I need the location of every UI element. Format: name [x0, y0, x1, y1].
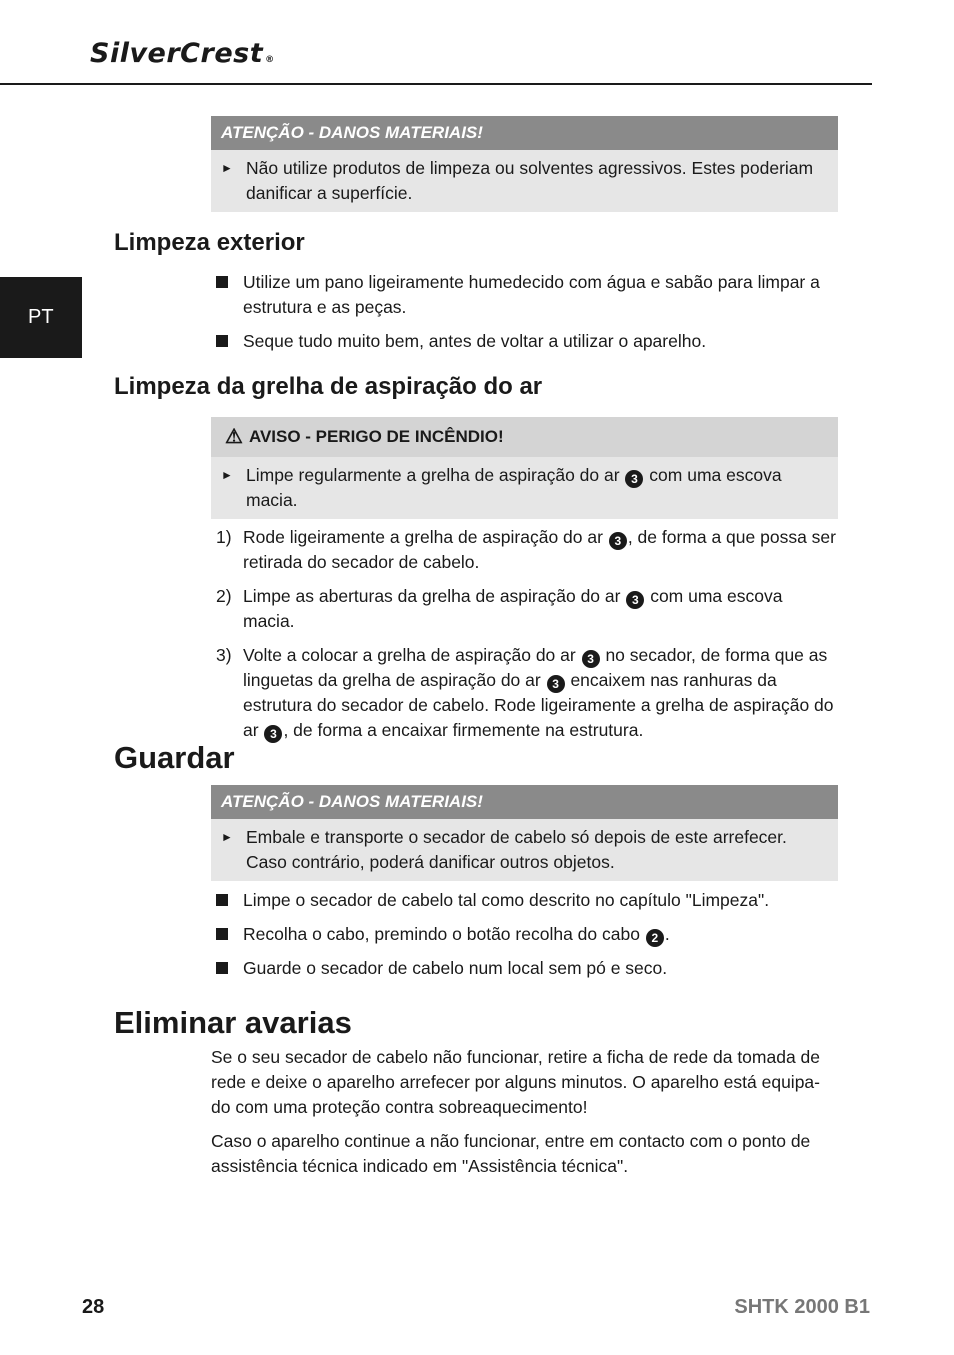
bullet-square-icon: [216, 335, 228, 347]
ref-badge: 3: [626, 591, 644, 609]
section-title-guardar: Guardar: [114, 740, 235, 775]
arrow-icon: ►: [221, 161, 233, 175]
step-text: Rode ligeiramente a grelha de aspiração do ar 3 , de forma a que possa ser retirada do secador de cabelo.: [243, 527, 836, 572]
paragraph: Se o seu secador de cabelo não funcionar, retire a ficha de rede da tomada de rede e deixe o aparelho arrefecer por alguns minutos. O aparelho está equipa-do com uma proteção contra sobreaquecimento!: [211, 1047, 821, 1117]
exterior-list: [216, 270, 838, 363]
warning-title-text: AVISO - PERIGO DE INCÊNDIO!: [248, 427, 504, 446]
arrow-icon: ►: [221, 468, 233, 482]
step-number: 3): [216, 645, 232, 665]
notice-title: ATENÇÃO - DANOS MATERIAIS!: [211, 116, 838, 150]
ref-badge: 2: [646, 929, 664, 947]
list-item: [216, 956, 838, 981]
brand-name: SilverCrest: [90, 38, 264, 69]
step-item: [216, 525, 838, 575]
section-title-exterior: Limpeza exterior: [114, 229, 305, 256]
step-number: 2): [216, 586, 232, 606]
avarias-text: [211, 1045, 838, 1188]
warning-triangle-icon: ⚠: [225, 426, 243, 448]
arrow-icon: ►: [221, 830, 233, 844]
notice-material-damage-2: [211, 785, 838, 881]
step-number: 1): [216, 527, 232, 547]
notice-body: [211, 150, 838, 212]
bullet-square-icon: [216, 962, 228, 974]
ref-badge: 3: [582, 650, 600, 668]
section-title-grelha: Limpeza da grelha de aspiração do ar: [114, 373, 543, 400]
warning-text: Limpe regularmente a grelha de aspiração do ar 3 com uma escova macia.: [246, 465, 782, 510]
section-title-avarias: Eliminar avarias: [114, 1005, 352, 1040]
list-item: [216, 270, 838, 320]
grelha-steps: [216, 525, 838, 752]
list-item-text: Utilize um pano ligeiramente humedecido com água e sabão para limpar a estrutura e as peças.: [243, 272, 820, 317]
list-item: [216, 329, 838, 354]
header-rule: [0, 83, 872, 85]
ref-badge: 3: [609, 532, 627, 550]
registered-mark: ®: [265, 55, 275, 65]
notice-text: Embale e transporte o secador de cabelo só depois de este arrefecer. Caso contrário, poderá danificar outros objetos.: [246, 827, 787, 872]
notice-body: [211, 819, 838, 881]
ref-badge: 3: [264, 725, 282, 743]
step-item: [216, 584, 838, 634]
bullet-square-icon: [216, 894, 228, 906]
language-tab: PT: [0, 277, 82, 358]
paragraph: Caso o aparelho continue a não funcionar, entre em contacto com o ponto de assistência técnica indicado em "Assistência técnica".: [211, 1131, 811, 1176]
list-item-text: Recolha o cabo, premindo o botão recolha do cabo 2 .: [243, 924, 670, 945]
bullet-square-icon: [216, 276, 228, 288]
step-text: Limpe as aberturas da grelha de aspiração do ar 3 com uma escova macia.: [243, 586, 783, 631]
list-item: [216, 888, 838, 913]
brand-logo: [90, 34, 275, 74]
ref-badge: 3: [547, 675, 565, 693]
list-item-text: Limpe o secador de cabelo tal como descrito no capítulo "Limpeza".: [243, 890, 770, 910]
warning-title: [211, 417, 838, 457]
list-item-text: Seque tudo muito bem, antes de voltar a utilizar o aparelho.: [243, 331, 707, 351]
guardar-list: [216, 888, 838, 990]
notice-title: ATENÇÃO - DANOS MATERIAIS!: [211, 785, 838, 819]
warning-fire: [211, 417, 838, 519]
page-number: 28: [82, 1296, 105, 1318]
list-item-text: Guarde o secador de cabelo num local sem pó e seco.: [243, 958, 668, 978]
step-item: [216, 643, 838, 743]
notice-material-damage: [211, 116, 838, 212]
bullet-square-icon: [216, 928, 228, 940]
step-text: Volte a colocar a grelha de aspiração do ar 3 no secador, de forma que as linguetas da grelha de aspiração do ar 3 encaixem nas ranhuras da estrutura do secador de cabelo. Rode ligeiramente a grelha de aspiração do ar 3 , de forma a encaixar firmemente na estrutura.: [243, 645, 834, 741]
notice-text: Não utilize produtos de limpeza ou solventes agressivos. Estes poderiam danificar a superfície.: [246, 158, 814, 203]
warning-body: [211, 457, 838, 519]
ref-badge: 3: [625, 470, 643, 488]
list-item: [216, 922, 838, 947]
model-number: SHTK 2000 B1: [734, 1296, 870, 1318]
